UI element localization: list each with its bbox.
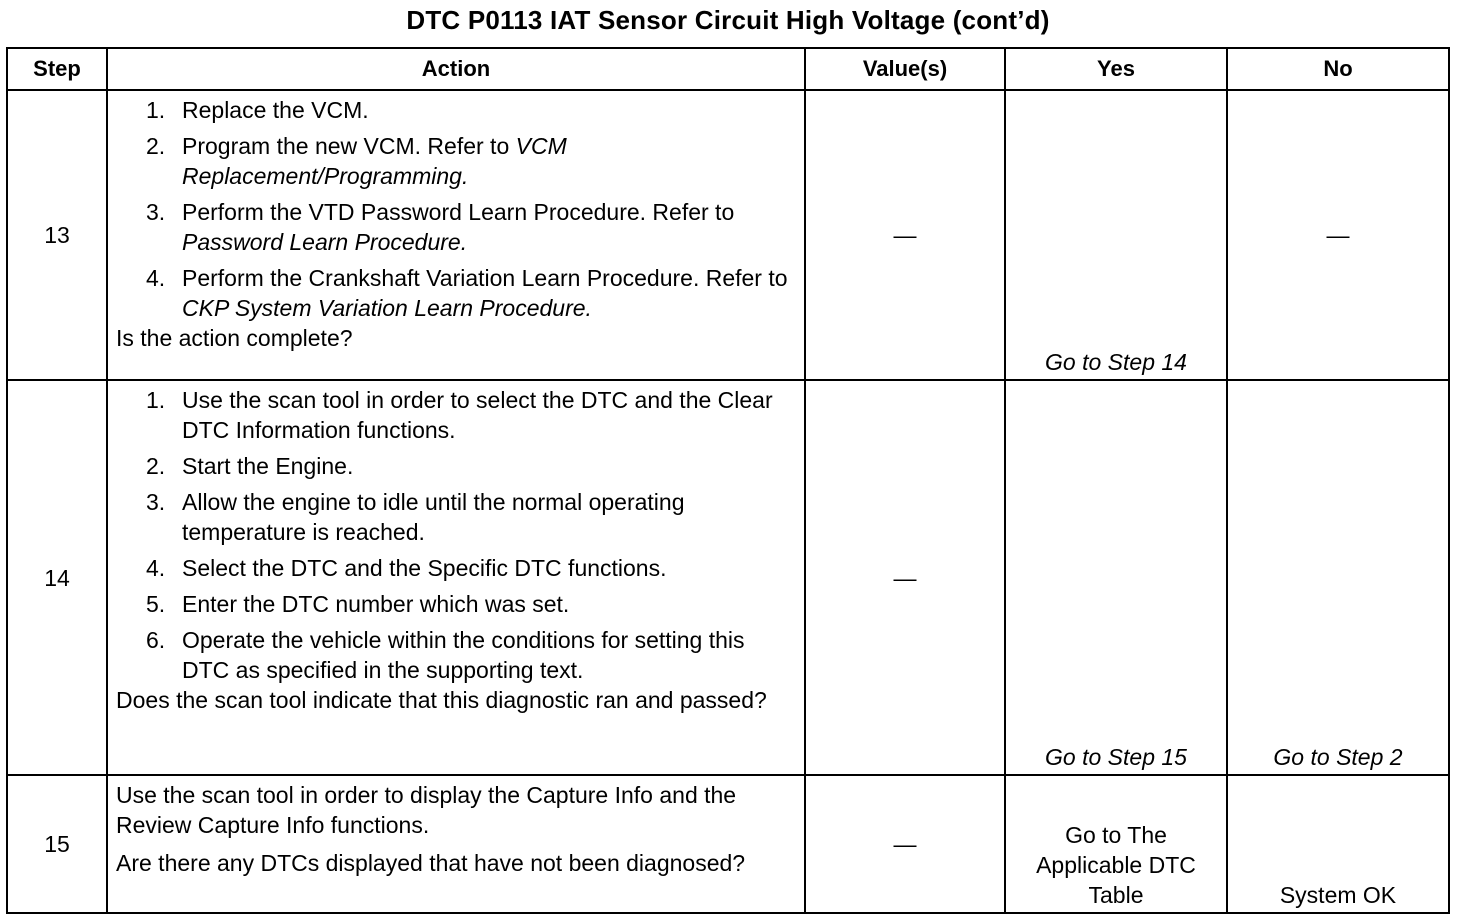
no-cell: System OK [1227,775,1449,913]
reference-link: CKP System Variation Learn Procedure. [182,295,592,321]
action-cell [107,380,805,775]
reference-link: VCM Replacement/Programming. [182,133,567,189]
header-values: Value(s) [805,48,1005,90]
table-row [7,775,1449,913]
list-item: 4. Select the DTC and the Specific DTC functions. [146,555,667,581]
page-title: DTC P0113 IAT Sensor Circuit High Voltage (cont’d) [406,5,1050,35]
value-cell: — [805,90,1005,380]
action-cell [107,775,805,913]
list-item: 2. Program the new VCM. Refer to VCM Replacement/Programming. [146,133,567,189]
list-item: 6. Operate the vehicle within the conditions for setting this DTC as specified in the supporting text. [146,627,745,683]
yes-cell: Go to Step 15 [1005,380,1227,775]
list-item: 4. Perform the Crankshaft Variation Learn Procedure. Refer to CKP System Variation Learn Procedure. [146,265,788,321]
header-yes: Yes [1005,48,1227,90]
step-number: 13 [7,90,107,380]
question-text: Does the scan tool indicate that this diagnostic ran and passed? [116,687,767,713]
step-number: 15 [7,775,107,913]
action-paragraph: Use the scan tool in order to display the Capture Info and the Review Capture Info functions. [116,782,737,838]
question-text: Are there any DTCs displayed that have not been diagnosed? [116,850,746,876]
list-item: 3. Perform the VTD Password Learn Procedure. Refer to Password Learn Procedure. [146,199,735,255]
header-step: Step [7,48,107,90]
no-cell: Go to Step 2 [1227,380,1449,775]
list-item: 2. Start the Engine. [146,453,354,479]
table-header-row [7,48,1449,90]
list-item: 3. Allow the engine to idle until the normal operating temperature is reached. [146,489,685,545]
table-row [7,90,1449,380]
yes-cell: Go to Step 14 [1005,90,1227,380]
list-item: 1. Replace the VCM. [146,97,369,123]
step-number: 14 [7,380,107,775]
value-cell: — [805,775,1005,913]
action-list [116,95,798,323]
header-action: Action [107,48,805,90]
list-item: 1. Use the scan tool in order to select the DTC and the Clear DTC Information functions. [146,387,773,443]
header-no: No [1227,48,1449,90]
question-text: Is the action complete? [116,325,353,351]
diagnostic-table [6,47,1450,914]
list-item: 5. Enter the DTC number which was set. [146,591,570,617]
yes-cell: Go to The Applicable DTC Table [1005,775,1227,913]
no-cell: — [1227,90,1449,380]
value-cell: — [805,380,1005,775]
action-cell [107,90,805,380]
table-row [7,380,1449,775]
action-list [116,385,798,685]
reference-link: Password Learn Procedure. [182,229,468,255]
